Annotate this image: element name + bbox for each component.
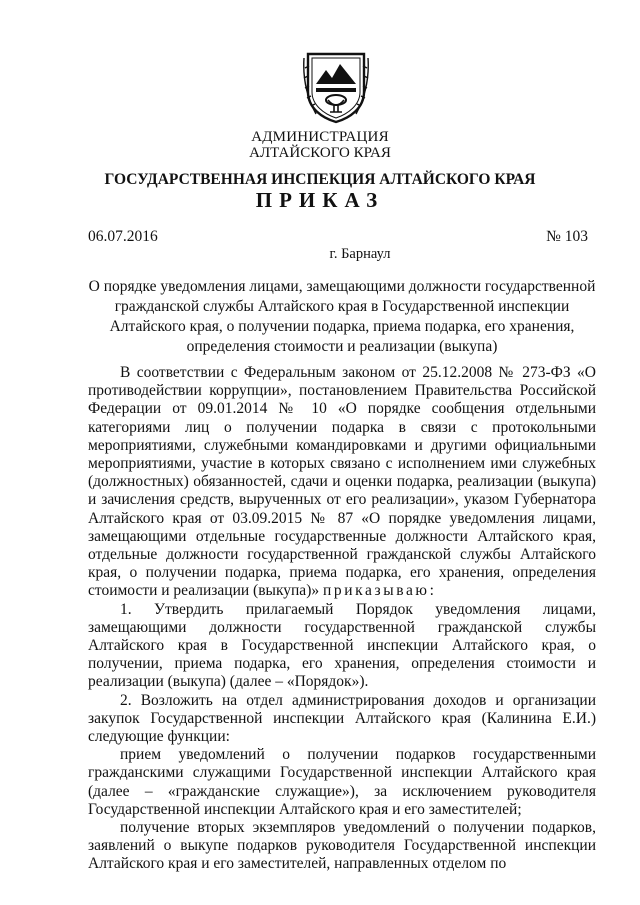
preamble-paragraph [88, 364, 596, 601]
decree-word: приказываю: [322, 582, 437, 600]
document-body [88, 364, 596, 874]
administration-line-2: АЛТАЙСКОГО КРАЯ [249, 145, 391, 161]
document-number: № 103 [546, 228, 588, 245]
item-2a-paragraph: прием уведомлений о получении подарков государственными гражданскими служащими Государственной инспекции Алтайского края (далее – «гражданские служащие»), за исключением руководителя Государственной инспекции Алтайского края и его заместителей; [88, 746, 596, 818]
item-2b-paragraph: получение вторых экземпляров уведомлений о получении подарков, заявлений о выкупе подарков руководителя Государственной инспекции Алтайского края и его заместителей, направленных отделом по [88, 819, 596, 873]
administration-line-1: АДМИНИСТРАЦИЯ [251, 129, 389, 145]
item-2-paragraph: 2. Возложить на отдел администрирования доходов и организации закупок Государственной инспекции Алтайского края (Калинина Е.И.) следующие функции: [88, 691, 596, 746]
item-1-paragraph: 1. Утвердить прилагаемый Порядок уведомления лицами, замещающими должности государственной гражданской службы Алтайского края в Государственной инспекции Алтайского края, о получении, приема подарка, его хранения, определения стоимости и реализации (выкупа) (далее – «Порядок»). [88, 600, 596, 691]
document-title: О порядке уведомления лицами, замещающими должности государственной гражданской службы Алтайского края в Государственной инспекции Алтайского края, о получении подарка, приема подарка, его хранения, определения стоимости и реализации (выкупа) [88, 278, 596, 355]
document-type: ПРИКАЗ [255, 188, 385, 212]
altai-krai-coat-of-arms-icon [302, 48, 370, 124]
document-date: 06.07.2016 [88, 228, 158, 245]
inspection-name: ГОСУДАРСТВЕННАЯ ИНСПЕКЦИЯ АЛТАЙСКОГО КРАЯ [104, 171, 536, 188]
preamble-text: В соответствии с Федеральным законом от 25.12.2008 № 273-ФЗ «О противодействии коррупции», постановлением Правительства Российской Федерации от 09.01.2014 № 10 «О порядке сообщения отдельными категориями лиц о получении подарка в связи с протокольными мероприятиями, служебными командировками и другими официальными мероприятиями, участие в которых связано с исполнением ими служебных (должностных) обязанностей, сдачи и оценки подарка, реализации (выкупа) и зачисления средств, вырученных от его реализации», указом Губернатора Алтайского края от 03.09.2015 № 87 «О порядке уведомления лицами, замещающими отдельные государственные должности Алтайского края, отдельные должности государственной гражданской службы Алтайского края, о получении подарка, приема подарка, его хранения, определения стоимости и реализации (выкупа)» [88, 364, 596, 600]
document-city: г. Барнаул [329, 246, 391, 262]
